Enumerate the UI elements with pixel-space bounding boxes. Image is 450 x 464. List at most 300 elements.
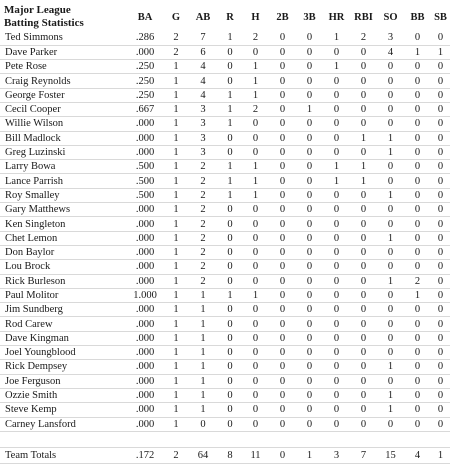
stat-h: 1 xyxy=(242,60,269,74)
stat-3b: 0 xyxy=(296,231,323,245)
stat-h: 0 xyxy=(242,45,269,59)
stat-2b: 0 xyxy=(269,274,296,288)
stat-ba: .667 xyxy=(126,102,164,116)
player-name: Cecil Cooper xyxy=(0,102,126,116)
stat-h: 2 xyxy=(242,31,269,45)
stat-2b: 0 xyxy=(269,303,296,317)
stat-rbi: 0 xyxy=(350,117,377,131)
stat-bb: 0 xyxy=(404,374,431,388)
stat-ba: .000 xyxy=(126,331,164,345)
stat-sb: 0 xyxy=(431,360,450,374)
stat-g: 1 xyxy=(164,274,188,288)
col-header-3b: 3B xyxy=(303,11,316,23)
stat-so: 1 xyxy=(377,131,404,145)
stat-ab: 4 xyxy=(188,60,218,74)
stat-3b: 0 xyxy=(296,417,323,431)
stat-h: 0 xyxy=(242,303,269,317)
player-name: Larry Bowa xyxy=(0,160,126,174)
stat-rbi: 0 xyxy=(350,303,377,317)
stat-bb: 0 xyxy=(404,317,431,331)
player-name: Steve Kemp xyxy=(0,403,126,417)
team-totals-row xyxy=(0,447,450,463)
stat-bb: 0 xyxy=(404,74,431,88)
player-name: Roy Smalley xyxy=(0,188,126,202)
stat-hr: 0 xyxy=(323,388,350,402)
stat-bb: 0 xyxy=(404,203,431,217)
table-row xyxy=(0,317,450,331)
player-name: Lou Brock xyxy=(0,260,126,274)
stat-ab: 7 xyxy=(188,31,218,45)
stat-bb: 0 xyxy=(404,188,431,202)
stat-hr: 1 xyxy=(323,160,350,174)
stat-h: 0 xyxy=(242,346,269,360)
player-name: Dave Parker xyxy=(0,45,126,59)
stat-3b: 1 xyxy=(296,447,323,463)
stat-3b: 0 xyxy=(296,388,323,402)
stat-rbi: 0 xyxy=(350,331,377,345)
stat-bb: 0 xyxy=(404,303,431,317)
player-name: Team Totals xyxy=(0,447,126,463)
stat-g: 1 xyxy=(164,374,188,388)
header-row xyxy=(0,0,450,31)
stat-r: 1 xyxy=(218,188,242,202)
stat-so: 3 xyxy=(377,31,404,45)
stat-g: 1 xyxy=(164,131,188,145)
stat-rbi: 1 xyxy=(350,160,377,174)
stat-rbi: 0 xyxy=(350,346,377,360)
stat-2b: 0 xyxy=(269,145,296,159)
stat-h: 1 xyxy=(242,188,269,202)
stat-bb: 0 xyxy=(404,160,431,174)
stat-so: 0 xyxy=(377,288,404,302)
stat-3b: 0 xyxy=(296,274,323,288)
stat-ab: 1 xyxy=(188,388,218,402)
stat-2b: 0 xyxy=(269,60,296,74)
stat-ab: 1 xyxy=(188,403,218,417)
stat-bb: 2 xyxy=(404,274,431,288)
stat-bb: 0 xyxy=(404,260,431,274)
stat-2b: 0 xyxy=(269,174,296,188)
stat-ba: .000 xyxy=(126,303,164,317)
stat-hr: 0 xyxy=(323,88,350,102)
stat-so: 0 xyxy=(377,88,404,102)
stat-3b: 0 xyxy=(296,203,323,217)
stat-hr: 0 xyxy=(323,145,350,159)
stat-rbi: 1 xyxy=(350,131,377,145)
stat-bb: 0 xyxy=(404,331,431,345)
stat-2b: 0 xyxy=(269,74,296,88)
table-row xyxy=(0,217,450,231)
player-name: Willie Wilson xyxy=(0,117,126,131)
stat-h: 0 xyxy=(242,403,269,417)
stat-g: 1 xyxy=(164,388,188,402)
stat-bb: 0 xyxy=(404,60,431,74)
stat-so: 0 xyxy=(377,60,404,74)
stat-bb: 4 xyxy=(404,447,431,463)
table-row xyxy=(0,288,450,302)
stat-g: 2 xyxy=(164,45,188,59)
stat-ab: 64 xyxy=(188,447,218,463)
stat-ba: .000 xyxy=(126,217,164,231)
stat-g: 1 xyxy=(164,160,188,174)
table-row xyxy=(0,145,450,159)
player-name: Dave Kingman xyxy=(0,331,126,345)
stat-ba: .000 xyxy=(126,45,164,59)
stat-hr: 0 xyxy=(323,217,350,231)
player-name: Pete Rose xyxy=(0,60,126,74)
stat-ba: .286 xyxy=(126,31,164,45)
stat-rbi: 7 xyxy=(350,447,377,463)
stat-hr: 0 xyxy=(323,331,350,345)
stat-2b: 0 xyxy=(269,331,296,345)
stat-sb: 0 xyxy=(431,388,450,402)
table-row xyxy=(0,331,450,345)
stat-h: 0 xyxy=(242,360,269,374)
stat-so: 0 xyxy=(377,102,404,116)
stat-r: 1 xyxy=(218,174,242,188)
stat-bb: 0 xyxy=(404,245,431,259)
stat-sb: 0 xyxy=(431,231,450,245)
stat-ab: 1 xyxy=(188,331,218,345)
col-header-hr: HR xyxy=(328,11,345,23)
stat-3b: 0 xyxy=(296,145,323,159)
stat-hr: 0 xyxy=(323,360,350,374)
stat-r: 0 xyxy=(218,260,242,274)
stat-bb: 1 xyxy=(404,288,431,302)
stat-3b: 0 xyxy=(296,188,323,202)
stat-3b: 0 xyxy=(296,217,323,231)
stat-sb: 0 xyxy=(431,346,450,360)
stat-sb: 0 xyxy=(431,245,450,259)
stat-hr: 0 xyxy=(323,117,350,131)
stat-g: 1 xyxy=(164,203,188,217)
stat-r: 0 xyxy=(218,274,242,288)
stat-ab: 2 xyxy=(188,245,218,259)
stat-g: 2 xyxy=(164,447,188,463)
stat-so: 15 xyxy=(377,447,404,463)
stat-ba: .000 xyxy=(126,388,164,402)
stat-h: 0 xyxy=(242,231,269,245)
stat-h: 0 xyxy=(242,131,269,145)
table-row xyxy=(0,88,450,102)
stat-g: 1 xyxy=(164,346,188,360)
stat-g: 2 xyxy=(164,31,188,45)
spacer-cell xyxy=(0,431,450,447)
player-name: Ken Singleton xyxy=(0,217,126,231)
stat-ba: .000 xyxy=(126,374,164,388)
stat-r: 0 xyxy=(218,374,242,388)
stat-rbi: 0 xyxy=(350,317,377,331)
stat-h: 1 xyxy=(242,88,269,102)
stat-g: 1 xyxy=(164,231,188,245)
col-header-h: H xyxy=(251,11,260,23)
stat-3b: 0 xyxy=(296,174,323,188)
stat-ab: 2 xyxy=(188,188,218,202)
stat-2b: 0 xyxy=(269,217,296,231)
stat-so: 0 xyxy=(377,117,404,131)
stat-so: 1 xyxy=(377,360,404,374)
stat-ab: 2 xyxy=(188,203,218,217)
stat-so: 0 xyxy=(377,245,404,259)
stat-3b: 0 xyxy=(296,245,323,259)
stat-r: 0 xyxy=(218,331,242,345)
stat-3b: 0 xyxy=(296,346,323,360)
stat-g: 1 xyxy=(164,102,188,116)
table-row xyxy=(0,31,450,45)
stat-2b: 0 xyxy=(269,45,296,59)
stat-rbi: 0 xyxy=(350,260,377,274)
stat-rbi: 0 xyxy=(350,288,377,302)
stat-r: 0 xyxy=(218,245,242,259)
stat-so: 0 xyxy=(377,203,404,217)
stat-g: 1 xyxy=(164,60,188,74)
stat-r: 0 xyxy=(218,60,242,74)
stat-sb: 0 xyxy=(431,88,450,102)
stat-3b: 0 xyxy=(296,88,323,102)
stat-bb: 0 xyxy=(404,417,431,431)
stat-r: 0 xyxy=(218,360,242,374)
stat-rbi: 2 xyxy=(350,31,377,45)
stat-3b: 0 xyxy=(296,303,323,317)
stat-r: 0 xyxy=(218,346,242,360)
stat-ba: .250 xyxy=(126,88,164,102)
player-name: Chet Lemon xyxy=(0,231,126,245)
stat-2b: 0 xyxy=(269,160,296,174)
stat-ab: 1 xyxy=(188,360,218,374)
stat-h: 0 xyxy=(242,417,269,431)
table-row xyxy=(0,174,450,188)
stat-h: 0 xyxy=(242,274,269,288)
stat-r: 0 xyxy=(218,417,242,431)
stat-hr: 0 xyxy=(323,188,350,202)
table-row xyxy=(0,131,450,145)
stat-bb: 0 xyxy=(404,88,431,102)
table-row xyxy=(0,231,450,245)
stat-g: 1 xyxy=(164,417,188,431)
stat-sb: 0 xyxy=(431,331,450,345)
table-row xyxy=(0,260,450,274)
stat-so: 0 xyxy=(377,331,404,345)
stat-hr: 0 xyxy=(323,317,350,331)
stat-bb: 0 xyxy=(404,346,431,360)
stat-g: 1 xyxy=(164,317,188,331)
stat-3b: 0 xyxy=(296,45,323,59)
stat-ba: .500 xyxy=(126,160,164,174)
stat-2b: 0 xyxy=(269,260,296,274)
stat-ab: 3 xyxy=(188,131,218,145)
stat-rbi: 0 xyxy=(350,231,377,245)
table-title xyxy=(0,0,126,31)
stat-2b: 0 xyxy=(269,346,296,360)
stat-ab: 2 xyxy=(188,160,218,174)
stat-r: 1 xyxy=(218,102,242,116)
stat-2b: 0 xyxy=(269,374,296,388)
stat-sb: 1 xyxy=(431,447,450,463)
stat-ab: 4 xyxy=(188,74,218,88)
stat-hr: 3 xyxy=(323,447,350,463)
table-row xyxy=(0,274,450,288)
stat-rbi: 0 xyxy=(350,360,377,374)
player-name: Bill Madlock xyxy=(0,131,126,145)
stat-rbi: 0 xyxy=(350,374,377,388)
stat-sb: 0 xyxy=(431,303,450,317)
stat-ab: 1 xyxy=(188,303,218,317)
stat-ba: .000 xyxy=(126,317,164,331)
stat-ab: 0 xyxy=(188,417,218,431)
player-name: Greg Luzinski xyxy=(0,145,126,159)
stat-h: 0 xyxy=(242,217,269,231)
spacer-row xyxy=(0,431,450,447)
stat-h: 0 xyxy=(242,331,269,345)
stat-g: 1 xyxy=(164,88,188,102)
table-row xyxy=(0,74,450,88)
stat-r: 0 xyxy=(218,145,242,159)
stat-h: 1 xyxy=(242,288,269,302)
player-name: Joel Youngblood xyxy=(0,346,126,360)
stat-h: 2 xyxy=(242,102,269,116)
table-row xyxy=(0,60,450,74)
stat-3b: 0 xyxy=(296,331,323,345)
stat-g: 1 xyxy=(164,288,188,302)
stat-bb: 0 xyxy=(404,131,431,145)
stat-r: 0 xyxy=(218,403,242,417)
stat-r: 0 xyxy=(218,317,242,331)
stat-hr: 1 xyxy=(323,174,350,188)
col-header-bb: BB xyxy=(410,11,425,23)
stat-rbi: 0 xyxy=(350,102,377,116)
stat-bb: 0 xyxy=(404,231,431,245)
player-name: Don Baylor xyxy=(0,245,126,259)
stat-r: 1 xyxy=(218,88,242,102)
stat-2b: 0 xyxy=(269,102,296,116)
stat-so: 1 xyxy=(377,388,404,402)
stat-hr: 0 xyxy=(323,131,350,145)
stat-ba: .000 xyxy=(126,145,164,159)
stat-rbi: 0 xyxy=(350,60,377,74)
player-name: Joe Ferguson xyxy=(0,374,126,388)
stat-so: 0 xyxy=(377,174,404,188)
stat-h: 1 xyxy=(242,74,269,88)
stat-hr: 0 xyxy=(323,231,350,245)
stat-h: 0 xyxy=(242,145,269,159)
player-name: Rick Burleson xyxy=(0,274,126,288)
stat-ab: 1 xyxy=(188,317,218,331)
stat-ba: .000 xyxy=(126,360,164,374)
stat-g: 1 xyxy=(164,145,188,159)
stat-3b: 0 xyxy=(296,374,323,388)
stat-sb: 0 xyxy=(431,102,450,116)
stat-so: 1 xyxy=(377,145,404,159)
stat-hr: 1 xyxy=(323,60,350,74)
table-row xyxy=(0,303,450,317)
stat-bb: 1 xyxy=(404,45,431,59)
stat-r: 0 xyxy=(218,203,242,217)
stat-rbi: 0 xyxy=(350,417,377,431)
stat-ba: .000 xyxy=(126,231,164,245)
player-name: Ozzie Smith xyxy=(0,388,126,402)
stat-rbi: 0 xyxy=(350,74,377,88)
stat-rbi: 0 xyxy=(350,403,377,417)
table-row xyxy=(0,203,450,217)
stat-3b: 0 xyxy=(296,131,323,145)
stat-bb: 0 xyxy=(404,145,431,159)
stat-ab: 1 xyxy=(188,374,218,388)
stat-ba: .000 xyxy=(126,131,164,145)
stat-so: 0 xyxy=(377,260,404,274)
table-row xyxy=(0,45,450,59)
stat-ab: 2 xyxy=(188,217,218,231)
stat-sb: 0 xyxy=(431,188,450,202)
stat-h: 0 xyxy=(242,260,269,274)
stat-2b: 0 xyxy=(269,31,296,45)
stat-sb: 0 xyxy=(431,160,450,174)
stat-sb: 0 xyxy=(431,217,450,231)
col-header-ab: AB xyxy=(195,11,211,23)
stat-g: 1 xyxy=(164,174,188,188)
stat-3b: 0 xyxy=(296,403,323,417)
col-header-so: SO xyxy=(383,11,398,23)
col-header-g: G xyxy=(171,11,181,23)
stat-r: 0 xyxy=(218,303,242,317)
stat-sb: 0 xyxy=(431,174,450,188)
stat-2b: 0 xyxy=(269,417,296,431)
stat-bb: 0 xyxy=(404,31,431,45)
player-name: Craig Reynolds xyxy=(0,74,126,88)
stat-hr: 0 xyxy=(323,260,350,274)
table-row xyxy=(0,360,450,374)
player-name: Rod Carew xyxy=(0,317,126,331)
stat-ba: .000 xyxy=(126,245,164,259)
stat-g: 1 xyxy=(164,403,188,417)
stat-h: 1 xyxy=(242,174,269,188)
table-row xyxy=(0,346,450,360)
title-line-1: Major League xyxy=(4,4,71,16)
stat-rbi: 0 xyxy=(350,217,377,231)
stat-sb: 0 xyxy=(431,374,450,388)
stat-sb: 0 xyxy=(431,203,450,217)
stat-3b: 0 xyxy=(296,31,323,45)
stat-sb: 0 xyxy=(431,60,450,74)
stat-ab: 1 xyxy=(188,288,218,302)
stat-2b: 0 xyxy=(269,245,296,259)
player-name: Paul Molitor xyxy=(0,288,126,302)
stat-g: 1 xyxy=(164,303,188,317)
stat-ab: 3 xyxy=(188,145,218,159)
player-name: Gary Matthews xyxy=(0,203,126,217)
stat-r: 0 xyxy=(218,74,242,88)
stat-so: 0 xyxy=(377,346,404,360)
stat-r: 1 xyxy=(218,117,242,131)
stat-rbi: 0 xyxy=(350,388,377,402)
player-name: Carney Lansford xyxy=(0,417,126,431)
stat-3b: 0 xyxy=(296,160,323,174)
table-row xyxy=(0,374,450,388)
stat-g: 1 xyxy=(164,360,188,374)
title-line-2: Batting Statistics xyxy=(4,17,84,29)
stat-h: 11 xyxy=(242,447,269,463)
stat-so: 0 xyxy=(377,374,404,388)
stat-r: 0 xyxy=(218,231,242,245)
stat-2b: 0 xyxy=(269,88,296,102)
stat-sb: 0 xyxy=(431,145,450,159)
stat-hr: 0 xyxy=(323,374,350,388)
stat-ab: 2 xyxy=(188,174,218,188)
stat-ba: .000 xyxy=(126,117,164,131)
stat-r: 0 xyxy=(218,131,242,145)
stat-rbi: 1 xyxy=(350,174,377,188)
stat-so: 0 xyxy=(377,317,404,331)
stat-ba: .000 xyxy=(126,260,164,274)
